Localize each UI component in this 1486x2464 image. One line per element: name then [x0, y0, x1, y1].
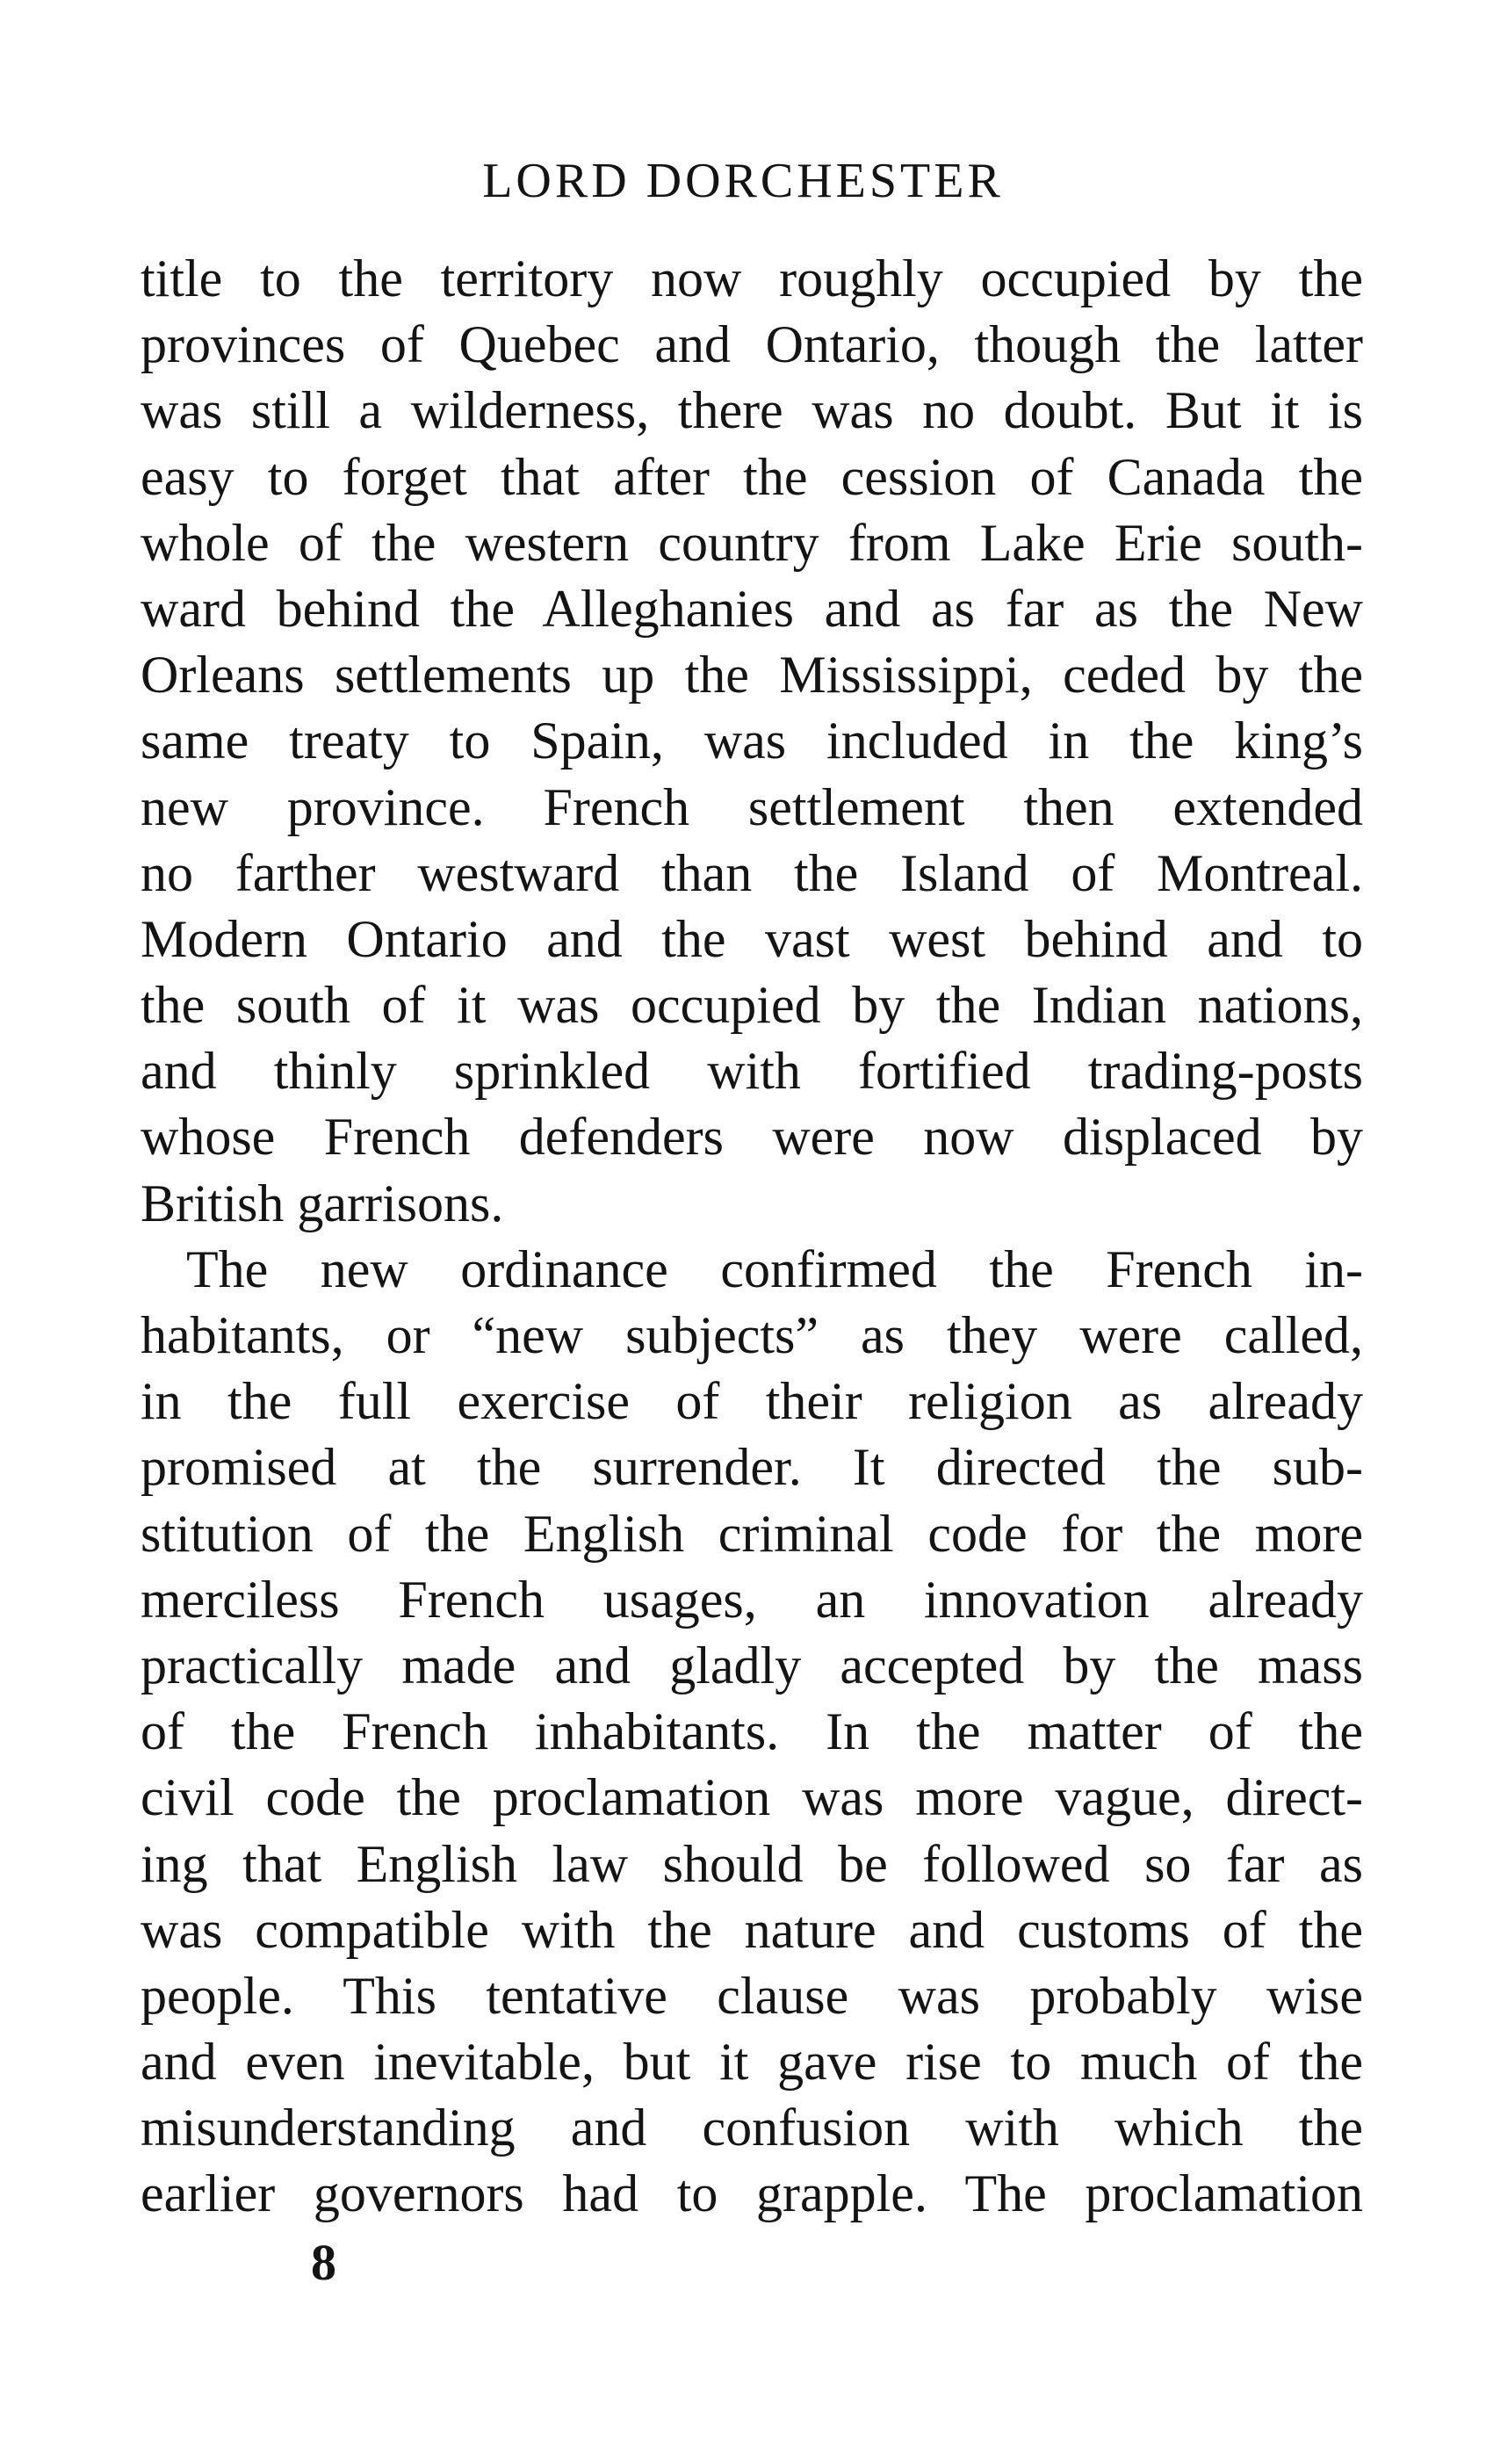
text-line: the south of it was occupied by the Indian nations, — [141, 976, 1363, 1035]
text-line: misunderstanding and confusion with which the — [141, 2099, 1363, 2157]
body-text — [141, 246, 1363, 2228]
text-line: ward behind the Alleghanies and as far as the New — [141, 579, 1363, 638]
text-line: in the full exercise of their religion as already — [141, 1372, 1363, 1431]
text-line: same treaty to Spain, was included in the king’s — [141, 712, 1363, 770]
text-line: of the French inhabitants. In the matter of the — [141, 1702, 1363, 1761]
text-line: easy to forget that after the cession of Canada the — [141, 447, 1363, 506]
paragraph — [141, 246, 1363, 1237]
text-line: was still a wilderness, there was no doubt. But it is — [141, 381, 1363, 440]
running-head: LORD DORCHESTER — [482, 154, 1004, 208]
text-line: practically made and gladly accepted by the mass — [141, 1636, 1363, 1694]
text-line: new province. French settlement then extended — [141, 777, 1363, 836]
text-line: Orleans settlements up the Mississippi, ceded by the — [141, 646, 1363, 705]
text-line: people. This tentative clause was probably wise — [141, 1966, 1363, 2025]
text-line: whose French defenders were now displaced by — [141, 1108, 1363, 1167]
text-line: earlier governors had to grapple. The proclamation — [141, 2164, 1363, 2223]
text-line: and thinly sprinkled with fortified trading-posts — [141, 1042, 1363, 1101]
text-line: and even inevitable, but it gave rise to much of the — [141, 2033, 1363, 2092]
text-line: The new ordinance confirmed the French in- — [186, 1239, 1363, 1298]
text-line: was compatible with the nature and customs of the — [141, 1900, 1363, 1959]
text-line: merciless French usages, an innovation already — [141, 1570, 1363, 1629]
text-line: civil code the proclamation was more vague, direct- — [141, 1768, 1363, 1827]
text-line: Modern Ontario and the vast west behind and to — [141, 909, 1363, 968]
text-line: provinces of Quebec and Ontario, though the latter — [141, 315, 1363, 374]
text-line: promised at the surrender. It directed the sub- — [141, 1438, 1363, 1497]
text-line: no farther westward than the Island of Montreal. — [141, 843, 1363, 902]
text-line: ing that English law should be followed so far as — [141, 1834, 1363, 1893]
paragraph — [141, 1237, 1363, 2228]
text-line: habitants, or “new subjects” as they were called, — [141, 1306, 1363, 1364]
text-line: British garrisons. — [141, 1174, 504, 1232]
text-line: whole of the western country from Lake Erie south- — [141, 513, 1363, 572]
page-number: 8 — [311, 2234, 336, 2291]
text-line: stitution of the English criminal code for the more — [141, 1504, 1363, 1563]
text-line: title to the territory now roughly occupied by the — [141, 249, 1363, 307]
